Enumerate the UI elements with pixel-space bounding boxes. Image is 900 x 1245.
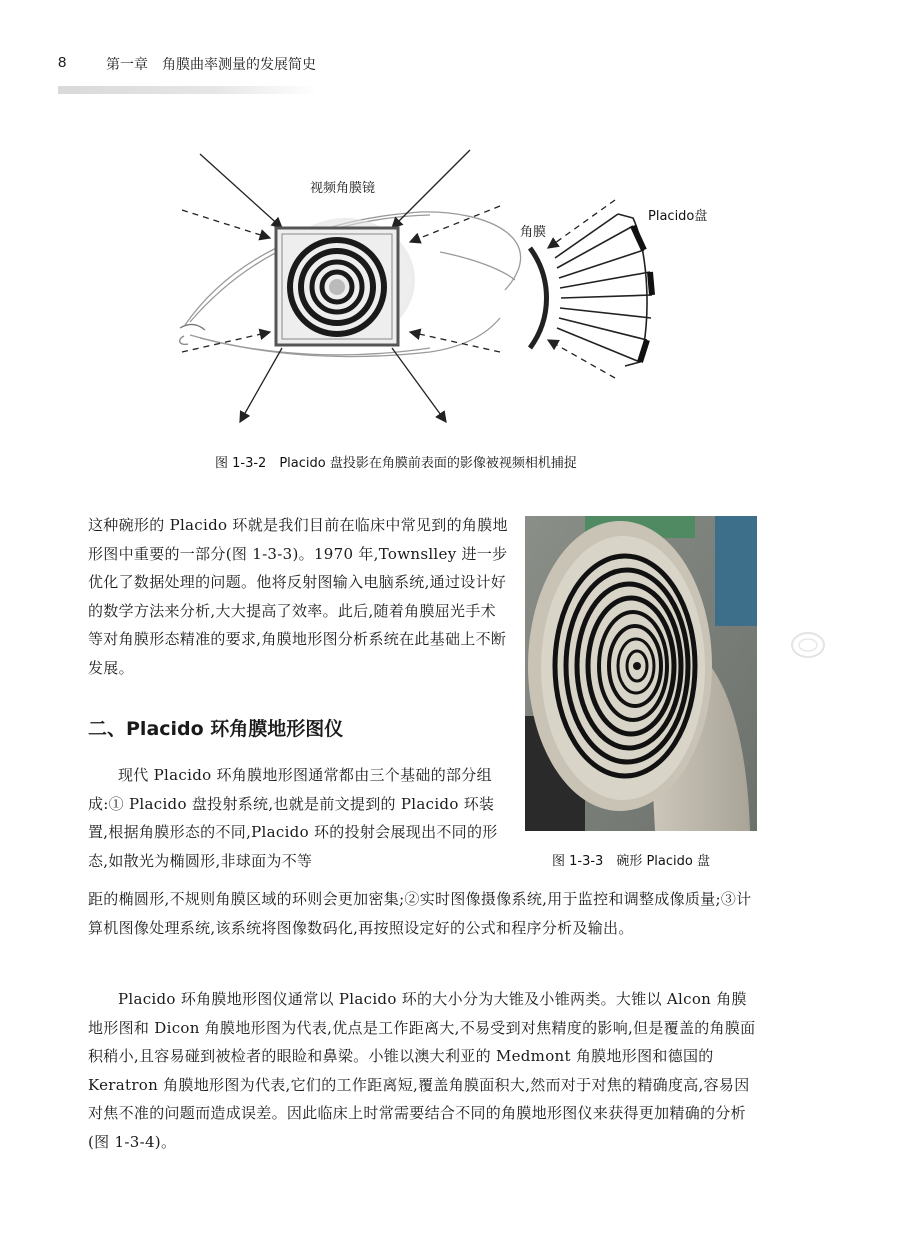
- label-cornea: 角膜: [520, 225, 547, 240]
- placido-dashed-rays: [548, 200, 615, 378]
- placido-bowl-photo: [525, 516, 757, 831]
- paragraph-1: 这种碗形的 Placido 环就是我们目前在临床中常见到的角膜地形图中重要的一部分(图 1-3-3)。1970 年,Townslley 进一步优化了数据处理的问题。他将反射图输入电脑系统,通过设计好的数学方法来分析,大大提高了效率。此后,随着角膜屈光手术等对角膜形态精准的要求,角膜地形图分析系统在此基础上不断发展。: [88, 516, 508, 677]
- placido-disc-segments: [633, 226, 652, 362]
- page-header: [58, 54, 838, 76]
- figure-1-3-2-caption: 图 1-3-2 Placido 盘投影在角膜前表面的影像被视频相机捕捉: [215, 456, 577, 471]
- paragraph-3: Placido 环角膜地形图仪通常以 Placido 环的大小分为大锥及小锥两类。大锥以 Alcon 角膜地形图和 Dicon 角膜地形图为代表,优点是工作距离大,不易受到对焦精度的影响,但是覆盖的角膜面积稍小,且容易碰到被检者的眼睑和鼻梁。小锥以澳大利亚的 Medmont 角膜地形图和德国的 Keratron 角膜地形图为代表,它们的工作距离短,覆盖角膜面积大,然而对于对焦的精确度高,容易因对焦不准的问题而造成误差。因此临床上时常需要结合不同的角膜地形图仪来获得更加精确的分析(图 1-3-4)。: [88, 990, 756, 1151]
- running-title: 第一章 角膜曲率测量的发展简史: [106, 57, 316, 73]
- header-rule: [58, 86, 318, 94]
- figure-1-3-3-caption: 图 1-3-3 碗形 Placido 盘: [552, 854, 710, 869]
- paragraph-2: 现代 Placido 环角膜地形图通常都由三个基础的部分组成:① Placido 盘投射系统,也就是前文提到的 Placido 环装置,根据角膜形态的不同,Placido 环的投射会展现出不同的形态,如散光为椭圆形,非球面为不等: [88, 766, 498, 870]
- placido-eye-diagram: [170, 140, 730, 440]
- section-heading: 二、Placido 环角膜地形图仪: [88, 718, 344, 740]
- paragraph-2-continued: 距的椭圆形,不规则角膜区域的环则会更加密集;②实时图像摄像系统,用于监控和调整成像质量;③计算机图像处理系统,该系统将图像数码化,再按照设定好的公式和程序分析及输出。: [88, 890, 752, 937]
- watermark-stamp: [790, 630, 826, 660]
- label-placido-disc: Placido盘: [648, 209, 708, 224]
- cornea-shape: [530, 248, 547, 348]
- page-number: 8: [58, 54, 67, 71]
- label-videokeratoscope: 视频角膜镜: [310, 181, 376, 196]
